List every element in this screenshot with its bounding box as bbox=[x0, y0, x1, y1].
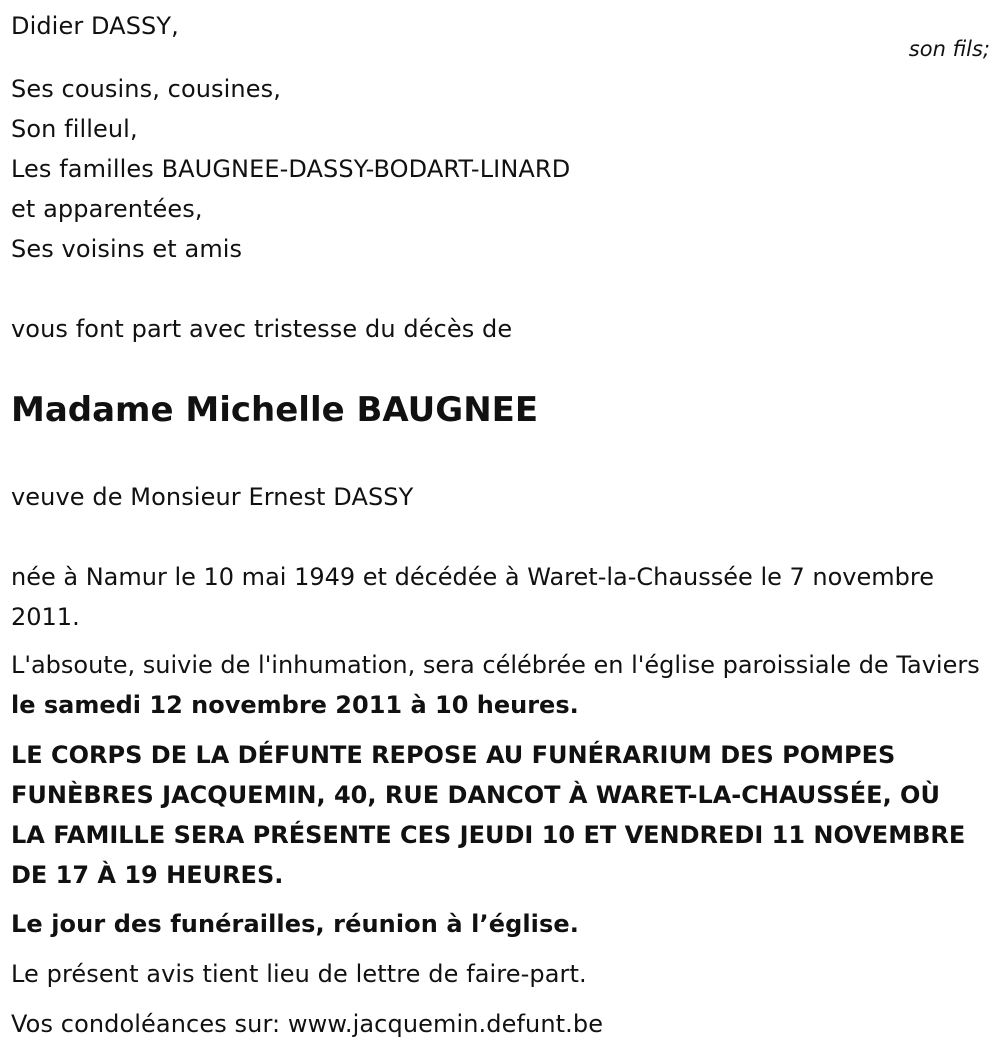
deceased-name: Madame Michelle BAUGNEE bbox=[11, 390, 539, 430]
ceremony-paragraph bbox=[11, 645, 981, 725]
birth-death-text: née à Namur le 10 mai 1949 et décédée à Waret-la-Chaussée le 7 novembre 2011. bbox=[11, 563, 934, 631]
widow-of-text: veuve de Monsieur Ernest DASSY bbox=[11, 483, 414, 511]
announcement-text: vous font part avec tristesse du décès de bbox=[11, 315, 513, 343]
funeral-day-text: Le jour des funérailles, réunion à l’église. bbox=[11, 910, 579, 938]
relative-line-related: et apparentées, bbox=[11, 195, 203, 223]
ceremony-date: le samedi 12 novembre 2011 à 10 heures. bbox=[11, 691, 579, 719]
ceremony-intro: L'absoute, suivie de l'inhumation, sera célébrée en l'église paroissiale de Taviers bbox=[11, 651, 980, 679]
relative-line-neighbours: Ses voisins et amis bbox=[11, 235, 243, 263]
son-relation: son fils; bbox=[908, 37, 990, 61]
condolences-text: Vos condoléances sur: www.jacquemin.defunt.be bbox=[11, 1010, 604, 1038]
notice-note: Le présent avis tient lieu de lettre de faire-part. bbox=[11, 960, 587, 988]
son-name: Didier DASSY, bbox=[11, 12, 179, 40]
relative-line-cousins: Ses cousins, cousines, bbox=[11, 75, 281, 103]
relative-line-families: Les familles BAUGNEE-DASSY-BODART-LINARD bbox=[11, 155, 571, 183]
viewing-info: LE CORPS DE LA DÉFUNTE REPOSE AU FUNÉRARIUM DES POMPES FUNÈBRES JACQUEMIN, 40, RUE DANCOT À WARET-LA-CHAUSSÉE, OÙ LA FAMILLE SERA PRÉSENTE CES JEUDI 10 ET VENDREDI 11 NOVEMBRE DE 17 À 19 HEURES. bbox=[11, 741, 966, 889]
relative-line-godson: Son filleul, bbox=[11, 115, 138, 143]
